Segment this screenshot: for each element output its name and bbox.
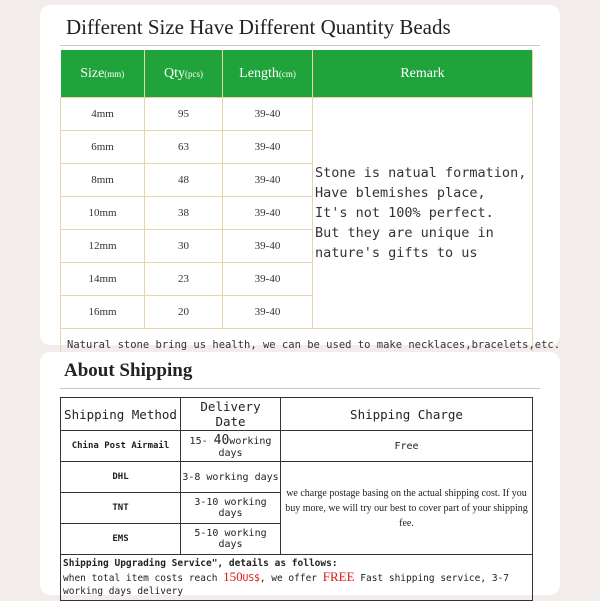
cell-size: 14mm [61,263,145,296]
cell-size: 4mm [61,98,145,131]
carrier-name: DHL [61,462,181,493]
cell-qty: 63 [145,131,223,164]
cell-length: 39-40 [223,230,313,263]
upgrade-text: , we offer [259,573,323,584]
size-section-title: Different Size Have Different Quantity Beads [66,15,451,39]
header-qty-unit: (pcs) [185,68,203,79]
bead-size-table [60,50,561,362]
cell-qty: 48 [145,164,223,197]
header-size [61,50,145,98]
delivery-suffix: working days [218,436,272,459]
upgrade-free: FREE [322,569,355,584]
cell-qty: 38 [145,197,223,230]
table-row [61,98,533,131]
upgrade-details [63,570,530,598]
delivery-time: 3-8 working days [181,462,281,493]
upgrade-text: when total item costs reach [63,573,224,584]
shipping-table-header [61,398,533,431]
carrier-name: TNT [61,493,181,524]
delivery-time: 5-10 working days [181,524,281,555]
carrier-name: China Post Airmail [61,431,181,462]
cell-size: 16mm [61,296,145,329]
cell-length: 39-40 [223,98,313,131]
cell-qty: 23 [145,263,223,296]
upgrade-service-note [61,555,533,601]
upgrade-amount: 150 [223,569,243,584]
remark-line: nature's gifts to us [315,245,478,261]
remark-line: But they are unique in [315,225,494,241]
shipping-title-divider [60,388,540,389]
cell-length: 39-40 [223,296,313,329]
upgrade-text: Fast shipping service, 3-7 working days delivery [63,573,509,597]
carrier-name: EMS [61,524,181,555]
header-remark: Remark [313,50,533,98]
header-size-unit: (mm) [104,68,125,79]
cell-length: 39-40 [223,197,313,230]
table-row [61,431,533,462]
cell-qty: 95 [145,98,223,131]
delivery-time [181,431,281,462]
header-length [223,50,313,98]
cell-length: 39-40 [223,164,313,197]
header-delivery-date: Delivery Date [181,398,281,431]
cell-size: 10mm [61,197,145,230]
cell-size: 6mm [61,131,145,164]
header-qty [145,50,223,98]
upgrade-currency: US$ [242,573,260,584]
shipping-table [60,397,533,601]
title-divider [60,45,540,46]
upgrade-row [61,555,533,601]
remark-line: Have blemishes place, [315,185,486,201]
header-size-label: Size [80,65,105,81]
delivery-time: 3-10 working days [181,493,281,524]
cell-qty: 20 [145,296,223,329]
header-length-unit: (cm) [278,68,296,79]
delivery-days-big: 40 [213,433,230,448]
footer-note: Natural stone bring us health, we can be used to make necklaces,bracelets,etc. [61,329,533,362]
cell-size: 12mm [61,230,145,263]
free-charge: Free [281,431,533,462]
header-shipping-charge: Shipping Charge [281,398,533,431]
remark-line: It's not 100% perfect. [315,205,494,221]
table-row [61,462,533,493]
charge-note: we charge postage basing on the actual shipping cost. If you buy more, we will try our best to cover part of your shipping fee. [281,462,533,555]
bead-size-card [40,5,561,351]
remark-line: Stone is natual formation, [315,165,527,181]
header-qty-label: Qty [164,65,185,81]
remark-cell [313,98,533,329]
header-shipping-method: Shipping Method [61,398,181,431]
cell-qty: 30 [145,230,223,263]
cell-length: 39-40 [223,263,313,296]
upgrade-heading: Shipping Upgrading Service", details as follows: [63,558,338,569]
shipping-card [40,352,560,595]
shipping-section-title: About Shipping [64,360,193,381]
cell-length: 39-40 [223,131,313,164]
cell-size: 8mm [61,164,145,197]
size-table-header [61,50,533,98]
header-length-label: Length [239,65,279,81]
delivery-prefix: 15- [189,436,214,447]
